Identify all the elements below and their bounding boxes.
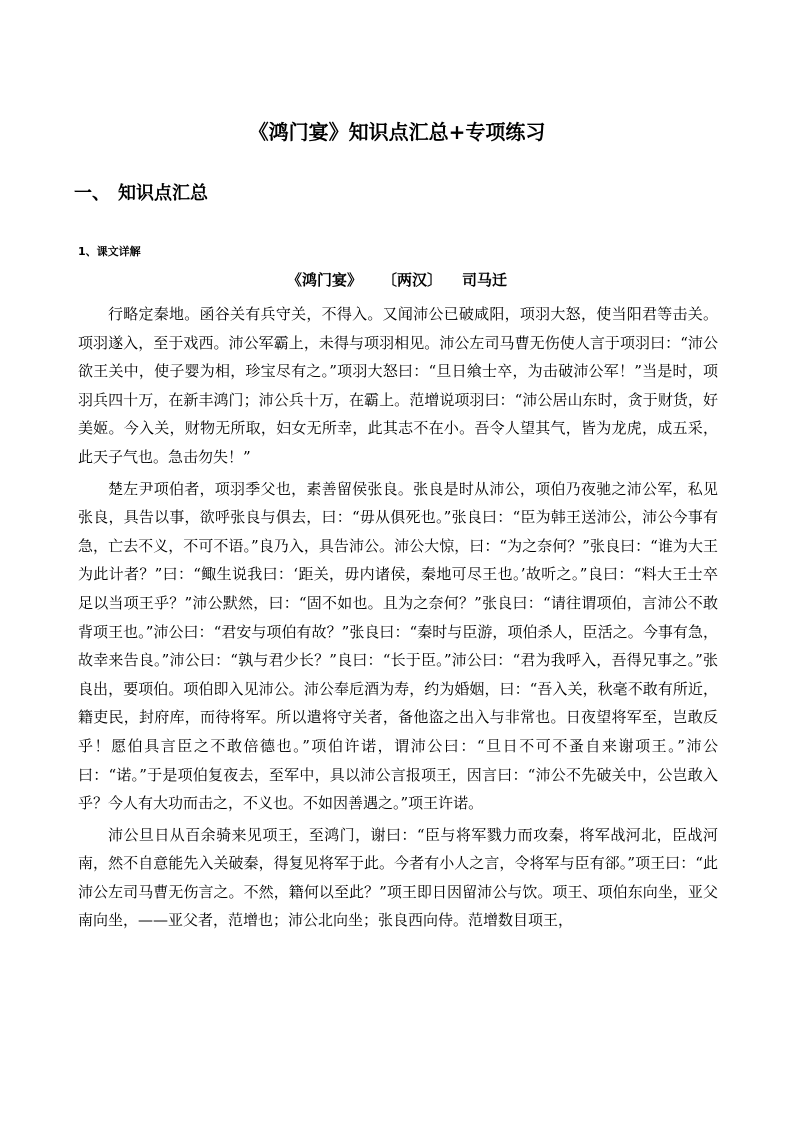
text-title (0, 269, 794, 291)
section-title: 知识点汇总 (118, 183, 208, 204)
text-title-author: 司马迁 (462, 271, 508, 289)
section-number: 一、 (74, 183, 110, 204)
subsection-heading: 1、课文详解 (78, 245, 141, 258)
paragraph: 行略定秦地。函谷关有兵守关，不得入。又闻沛公已破咸阳，项羽大怒，使当阳君等击关。项羽遂入，至于戏西。沛公军霸上，未得与项羽相见。沛公左司马曹无伤使人言于项羽曰：“沛公欲王关中，使子婴为相，珍宝尽有之。”项羽大怒曰：“旦日飨士卒，为击破沛公军！”当是时，项羽兵四十万，在新丰鸿门；沛公兵十万，在霸上。范增说项羽曰：“沛公居山东时，贪于财货，好美姬。今入关，财物无所取，妇女无所幸，此其志不在小。吾令人望其气，皆为龙虎，成五采，此天子气也。急击勿失！” (78, 305, 718, 466)
section-heading (74, 181, 208, 207)
paragraph: 楚左尹项伯者，项羽季父也，素善留侯张良。张良是时从沛公，项伯乃夜驰之沛公军，私见张良，具告以事，欲呼张良与俱去，曰：“毋从俱死也。”张良曰：“臣为韩王送沛公，沛公今事有急，亡去不义，不可不语。”良乃入，具告沛公。沛公大惊，曰：“为之奈何？”张良曰：“谁为大王为此计者？”曰：“鲰生说我曰：‘距关，毋内诸侯，秦地可尽王也。’故听之。”良曰：“料大王士卒足以当项王乎？”沛公默然，曰：“固不如也。且为之奈何？”张良曰：“请往谓项伯，言沛公不敢背项王也。”沛公曰：“君安与项伯有故？”张良曰：“秦时与臣游，项伯杀人，臣活之。今事有急，故幸来告良。”沛公曰：“孰与君少长？”良曰：“长于臣。”沛公曰：“君为我呼入，吾得兄事之。”张良出，要项伯。项伯即入见沛公。沛公奉卮酒为寿，约为婚姻，曰：“吾入关，秋毫不敢有所近，籍吏民，封府库，而待将军。所以遣将守关者，备他盗之出入与非常也。日夜望将军至，岂敢反乎！愿伯具言臣之不敢倍德也。”项伯许诺，谓沛公曰：“旦日不可不蚤自来谢项王。”沛公曰：“诺。”于是项伯复夜去，至军中，具以沛公言报项王，因言曰：“沛公不先破关中，公岂敢入乎？今人有大功而击之，不义也。不如因善遇之。”项王许诺。 (78, 479, 718, 813)
body-text (78, 300, 718, 938)
paragraph: 沛公旦日从百余骑来见项王，至鸿门，谢曰：“臣与将军戮力而攻秦，将军战河北，臣战河南，然不自意能先入关破秦，得复见将军于此。今者有小人之言，令将军与臣有郤。”项王曰：“此沛公左司马曹无伤言之。不然，籍何以至此？”项王即日因留沛公与饮。项王、项伯东向坐，亚父南向坐，——亚父者，范增也；沛公北向坐；张良西向侍。范增数目项王， (78, 825, 718, 930)
document-title: 《鸿门宴》知识点汇总+专项练习 (248, 120, 546, 144)
text-title-name: 《鸿门宴》 (286, 271, 362, 289)
text-title-dynasty: 〔两汉〕 (381, 271, 442, 289)
